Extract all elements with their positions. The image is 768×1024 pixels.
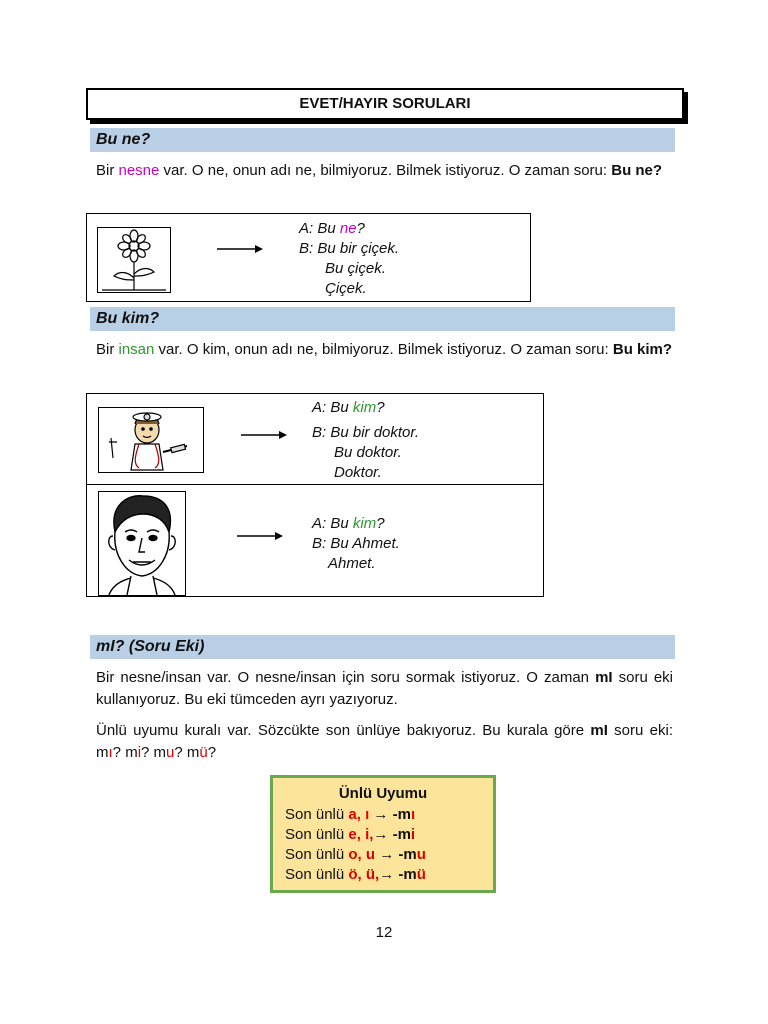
unlu-uyumu-box [270,775,496,893]
para-text: Bir [96,341,119,358]
para-text: soru eki: [607,722,673,739]
unlu-uyumu-rows [273,805,493,885]
dialog-line-a: A: Bu kim? [312,399,385,416]
doctor-picture [98,407,204,473]
example-box-people [86,393,544,597]
bold-mi: mI [590,722,608,739]
section-heading-bu-kim: Bu kim? [90,307,675,331]
para-text: var. O ne, onun adı ne, bilmiyoruz. Bilmek istiyoruz. O zaman soru: [159,162,612,179]
page-title: EVET/HAYIR SORULARI [86,88,684,120]
para-text: var. O kim, onun adı ne, bilmiyoruz. Bilmek istiyoruz. O zaman soru: [154,341,613,358]
section-heading-soru-eki: mI? (Soru Eki) [90,635,675,659]
question-word-kim: kim [352,515,377,532]
paragraph-soru-eki-2: Ünlü uyumu kuralı var. Sözcükte son ünlüye bakıyoruz. Bu kurala göre mI soru eki: mı? mi? mu? mü? [96,722,673,761]
flower-icon [98,228,170,292]
doctor-icon [99,408,203,472]
dialog-flower [299,219,399,299]
dialog-line-b3: Doktor. [334,464,382,481]
dialog-line-b2: Bu doktor. [334,444,402,461]
para-text: Ünlü uyumu kuralı var. Sözcükte son ünlüye bakıyoruz. Bu kurala göre [96,722,591,739]
arrow-right-icon [241,430,287,440]
dialog-line-b3: Çiçek. [325,280,367,297]
dialog-line-b2: Ahmet. [328,555,376,572]
vowel-highlight: u [166,744,175,761]
dialog-line-b2: Bu çiçek. [325,260,386,277]
highlight-word-insan: insan [118,341,155,358]
dialog-line-b1: B: Bu bir doktor. [312,424,419,441]
rule-row: Son ünlü ö, ü,→ -mü [285,866,426,883]
dialog-line-a: A: Bu ne? [299,220,365,237]
paragraph-soru-eki-1 [96,667,673,711]
highlight-word-nesne: nesne [118,162,160,179]
dialog-line-b1: B: Bu bir çiçek. [299,240,400,257]
dialog-line-b1: B: Bu Ahmet. [312,535,400,552]
para-text: Bir [96,162,119,179]
bold-mi: mI [595,669,613,686]
arrow-right-icon [217,244,263,254]
dialog-line-a: A: Bu kim? [312,515,385,532]
para-text: soru eki kullanıyoruz. Bu eki tümceden ayrı yazıyoruz. [96,669,673,708]
arrow-right-icon [237,531,283,541]
bold-question: Bu ne? [611,162,663,179]
man-face-icon [99,492,185,595]
paragraph-bu-kim [96,339,673,361]
vowel-highlight: i [137,744,142,761]
question-word-ne: ne [339,220,357,237]
question-word-kim: kim [352,399,377,416]
row-divider [87,484,543,485]
rule-row: Son ünlü a, ı → -mı [285,806,416,823]
bold-question: Bu kim? [612,341,673,358]
rule-row: Son ünlü e, i,→ -mi [285,826,416,843]
vowel-highlight: ü [199,744,208,761]
section-heading-bu-ne: Bu ne? [90,128,675,152]
example-box-flower [86,213,531,302]
para-text: Bir nesne/insan var. O nesne/insan için soru sormak istiyoruz. O zaman [96,669,596,686]
page-number: 12 [375,924,393,941]
dialog-doctor [312,398,419,483]
man-picture [98,491,186,596]
dialog-man [312,514,400,574]
flower-picture [97,227,171,293]
rule-row: Son ünlü o, u → -mu [285,846,426,863]
unlu-uyumu-title: Ünlü Uyumu [338,785,428,802]
paragraph-bu-ne [96,160,673,182]
vowel-highlight: ı [108,744,113,761]
